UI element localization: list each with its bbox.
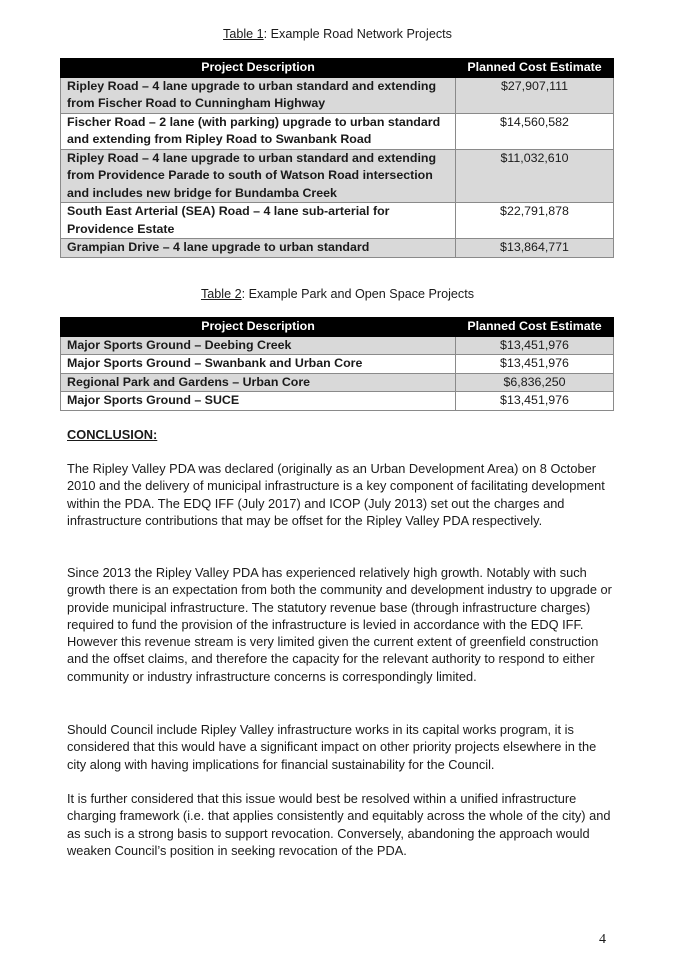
table2-caption-label: Table 2 bbox=[200, 287, 242, 301]
conclusion-paragraph: It is further considered that this issue would best be resolved within a unified infrastructure charging framework (i.e. that applies consistently and equitably across the whole of the city) and as such is a strong basis to support revocation. Conversely, abandoning the approach would weaken Council’s position in seeking revocation of the PDA. bbox=[67, 791, 611, 858]
header-project-description: Project Description bbox=[61, 318, 456, 337]
planned-cost: $13,864,771 bbox=[456, 239, 614, 258]
planned-cost: $27,907,111 bbox=[456, 77, 614, 113]
project-description: South East Arterial (SEA) Road – 4 lane sub-arterial for Providence Estate bbox=[61, 203, 456, 239]
table-header-row bbox=[61, 318, 614, 337]
table2-caption-text: : Example Park and Open Space Projects bbox=[241, 287, 475, 301]
table1-caption-text: : Example Road Network Projects bbox=[263, 27, 452, 41]
table-row bbox=[61, 203, 614, 239]
conclusion-heading-text: CONCLUSION bbox=[67, 427, 154, 442]
table2-caption bbox=[0, 286, 675, 302]
table-row bbox=[61, 355, 614, 374]
project-description: Fischer Road – 2 lane (with parking) upgrade to urban standard and extending from Ripley Road to Swanbank Road bbox=[61, 113, 456, 149]
conclusion-paragraph: The Ripley Valley PDA was declared (originally as an Urban Development Area) on 8 October 2010 and the delivery of municipal infrastructure is a key component of facilitating development within the PDA. The EDQ IFF (July 2017) and ICOP (July 2013) set out the charges and infrastructure contributions that may be offset for the Ripley Valley PDA respectively. bbox=[67, 461, 605, 528]
conclusion-paragraph: Since 2013 the Ripley Valley PDA has experienced relatively high growth. Notably with such growth there is an expectation from both the community and development industry to upgrade or provide municipal infrastructure. The statutory revenue base (through infrastructure charges) required to fund the provision of the infrastructure is levied in accordance with the EDQ IFF. However this revenue stream is very limited given the current extent of greenfield construction and the offset claims, and therefore the capacity for the relevant authority to respond to either community or industry infrastructure concerns is correspondingly limited. bbox=[67, 565, 612, 684]
table-row bbox=[61, 373, 614, 392]
planned-cost: $14,560,582 bbox=[456, 113, 614, 149]
table-row bbox=[61, 392, 614, 411]
table-row bbox=[61, 77, 614, 113]
project-description: Major Sports Ground – SUCE bbox=[61, 392, 456, 411]
project-description: Ripley Road – 4 lane upgrade to urban standard and extending from Providence Parade to south of Watson Road intersection and includes new bridge for Bundamba Creek bbox=[61, 149, 456, 203]
project-description: Regional Park and Gardens – Urban Core bbox=[61, 373, 456, 392]
table-row bbox=[61, 149, 614, 203]
table-row bbox=[61, 239, 614, 258]
planned-cost: $13,451,976 bbox=[456, 336, 614, 355]
planned-cost: $11,032,610 bbox=[456, 149, 614, 203]
project-description: Major Sports Ground – Swanbank and Urban Core bbox=[61, 355, 456, 374]
planned-cost: $6,836,250 bbox=[456, 373, 614, 392]
header-planned-cost: Planned Cost Estimate bbox=[456, 318, 614, 337]
project-description: Ripley Road – 4 lane upgrade to urban standard and extending from Fischer Road to Cunningham Highway bbox=[61, 77, 456, 113]
project-description: Grampian Drive – 4 lane upgrade to urban standard bbox=[61, 239, 456, 258]
page-number: 4 bbox=[599, 932, 606, 947]
header-planned-cost: Planned Cost Estimate bbox=[456, 59, 614, 78]
conclusion-heading bbox=[67, 427, 157, 442]
table-header-row bbox=[61, 59, 614, 78]
planned-cost: $13,451,976 bbox=[456, 355, 614, 374]
table-row bbox=[61, 336, 614, 355]
table1-caption bbox=[0, 26, 675, 42]
table-row bbox=[61, 113, 614, 149]
road-network-table bbox=[60, 58, 614, 258]
park-open-space-table bbox=[60, 317, 614, 411]
table1-caption-label: Table 1 bbox=[223, 27, 264, 41]
header-project-description: Project Description bbox=[61, 59, 456, 78]
conclusion-heading-colon: : bbox=[153, 427, 158, 442]
conclusion-paragraph: Should Council include Ripley Valley infrastructure works in its capital works program, it is considered that this would have a significant impact on other priority projects elsewhere in the city along with having implications for financial sustainability for the Council. bbox=[67, 722, 597, 772]
planned-cost: $22,791,878 bbox=[456, 203, 614, 239]
planned-cost: $13,451,976 bbox=[456, 392, 614, 411]
project-description: Major Sports Ground – Deebing Creek bbox=[61, 336, 456, 355]
